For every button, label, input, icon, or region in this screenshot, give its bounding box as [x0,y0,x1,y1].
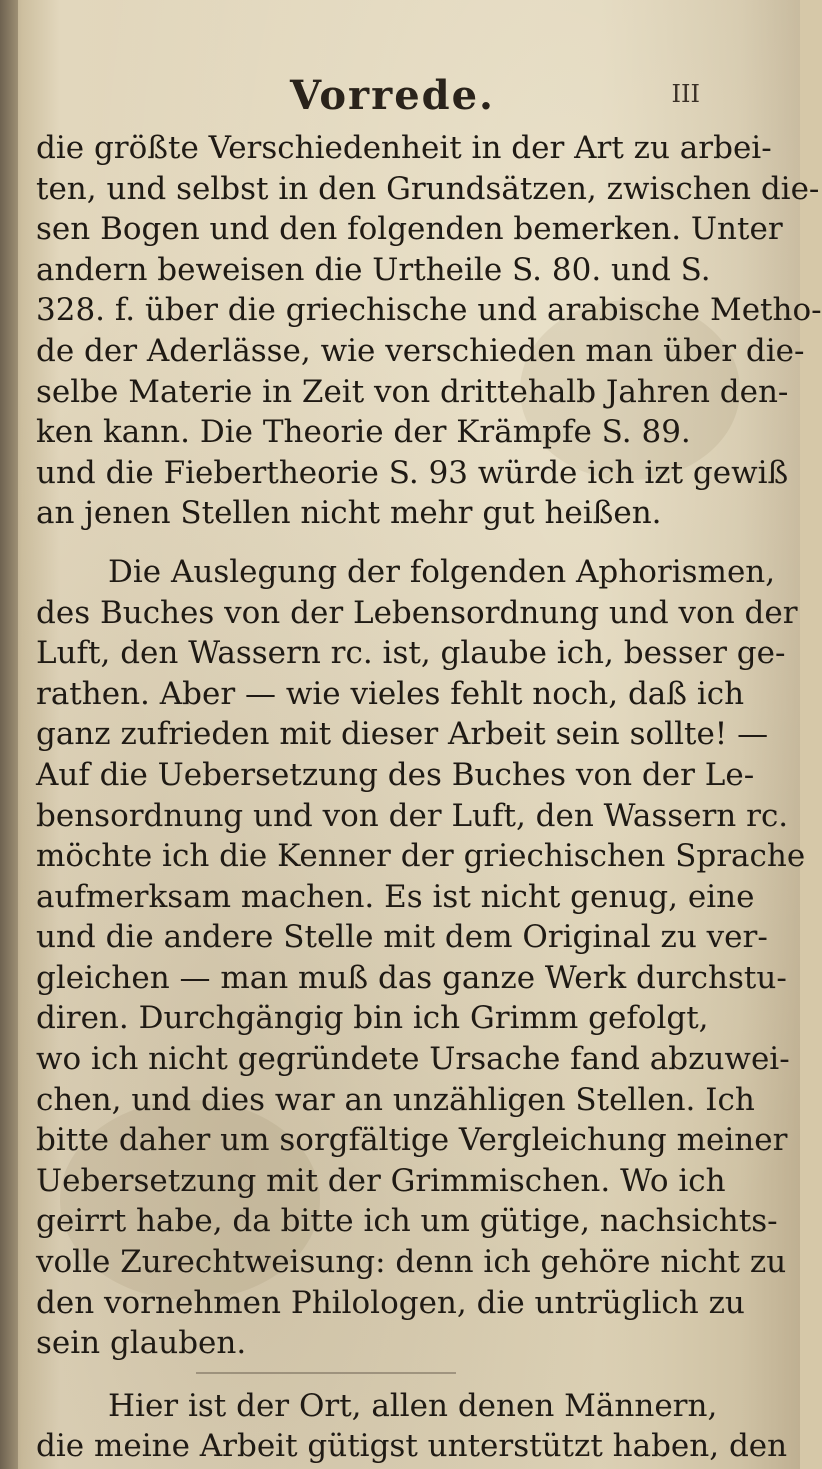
paragraph-gap [36,534,726,552]
text-line: ten, und selbst in den Grundsätzen, zwischen die- [36,170,820,207]
text-line: 328. f. über die griechische und arabische Metho- [36,292,822,329]
text-line: geirrt habe, da bitte ich um gütige, nachsichts- [36,1203,778,1240]
text-line: Uebersetzung mit der Grimmischen. Wo ich [36,1162,726,1199]
section-rule [196,1372,456,1374]
body-text [36,128,822,1467]
text-line: chen, und dies war an unzähligen Stellen. Ich [36,1081,755,1118]
text-line: rathen. Aber — wie vieles fehlt noch, daß ich [36,675,745,712]
text-line: den vornehmen Philologen, die untrüglich zu [36,1284,745,1321]
text-line: wo ich nicht gegründete Ursache fand abzuwei- [36,1041,790,1078]
text-line: möchte ich die Kenner der griechischen Sprache [36,838,806,875]
text-line: andern beweisen die Urtheile S. 80. und S. [36,251,711,288]
text-line: bensordnung und von der Luft, den Wassern rc. [36,797,789,834]
text-line: die meine Arbeit gütigst unterstützt haben, den [36,1428,788,1465]
text-line: ganz zufrieden mit dieser Arbeit sein sollte! — [36,716,769,753]
text-line: Hier ist der Ort, allen denen Männern, [108,1387,718,1424]
book-gutter [0,0,18,1469]
text-line: und die Fiebertheorie S. 93 würde ich izt gewiß [36,454,789,491]
text-line: volle Zurechtweisung: denn ich gehöre nicht zu [36,1244,787,1281]
text-line: ken kann. Die Theorie der Krämpfe S. 89. [36,414,691,451]
text-line: sen Bogen und den folgenden bemerken. Unter [36,211,783,248]
text-line: die größte Verschiedenheit in der Art zu arbei- [36,130,772,166]
text-line: Luft, den Wassern rc. ist, glaube ich, besser ge- [36,635,786,672]
page-header [0,72,800,132]
text-line: diren. Durchgängig bin ich Grimm gefolgt, [36,1000,709,1037]
text-line: des Buches von der Lebensordnung und von der [36,594,798,631]
text-line: sein glauben. [36,1325,247,1362]
text-line: aufmerksam machen. Es ist nicht genug, eine [36,878,755,915]
text-line: Die Auslegung der folgenden Aphorismen, [108,553,776,590]
text-line: selbe Materie in Zeit von drittehalb Jahren den- [36,373,789,410]
text-line: und die andere Stelle mit dem Original zu ver- [36,919,768,956]
running-title: Vorrede. [290,72,495,119]
page-number: III [671,80,700,108]
text-line: Auf die Uebersetzung des Buches von der Le- [36,756,755,793]
text-line: bitte daher um sorgfältige Vergleichung meiner [36,1122,788,1159]
text-line: an jenen Stellen nicht mehr gut heißen. [36,495,662,532]
text-line: gleichen — man muß das ganze Werk durchstu- [36,959,787,996]
text-line: de der Aderlässe, wie verschieden man über die- [36,332,805,369]
